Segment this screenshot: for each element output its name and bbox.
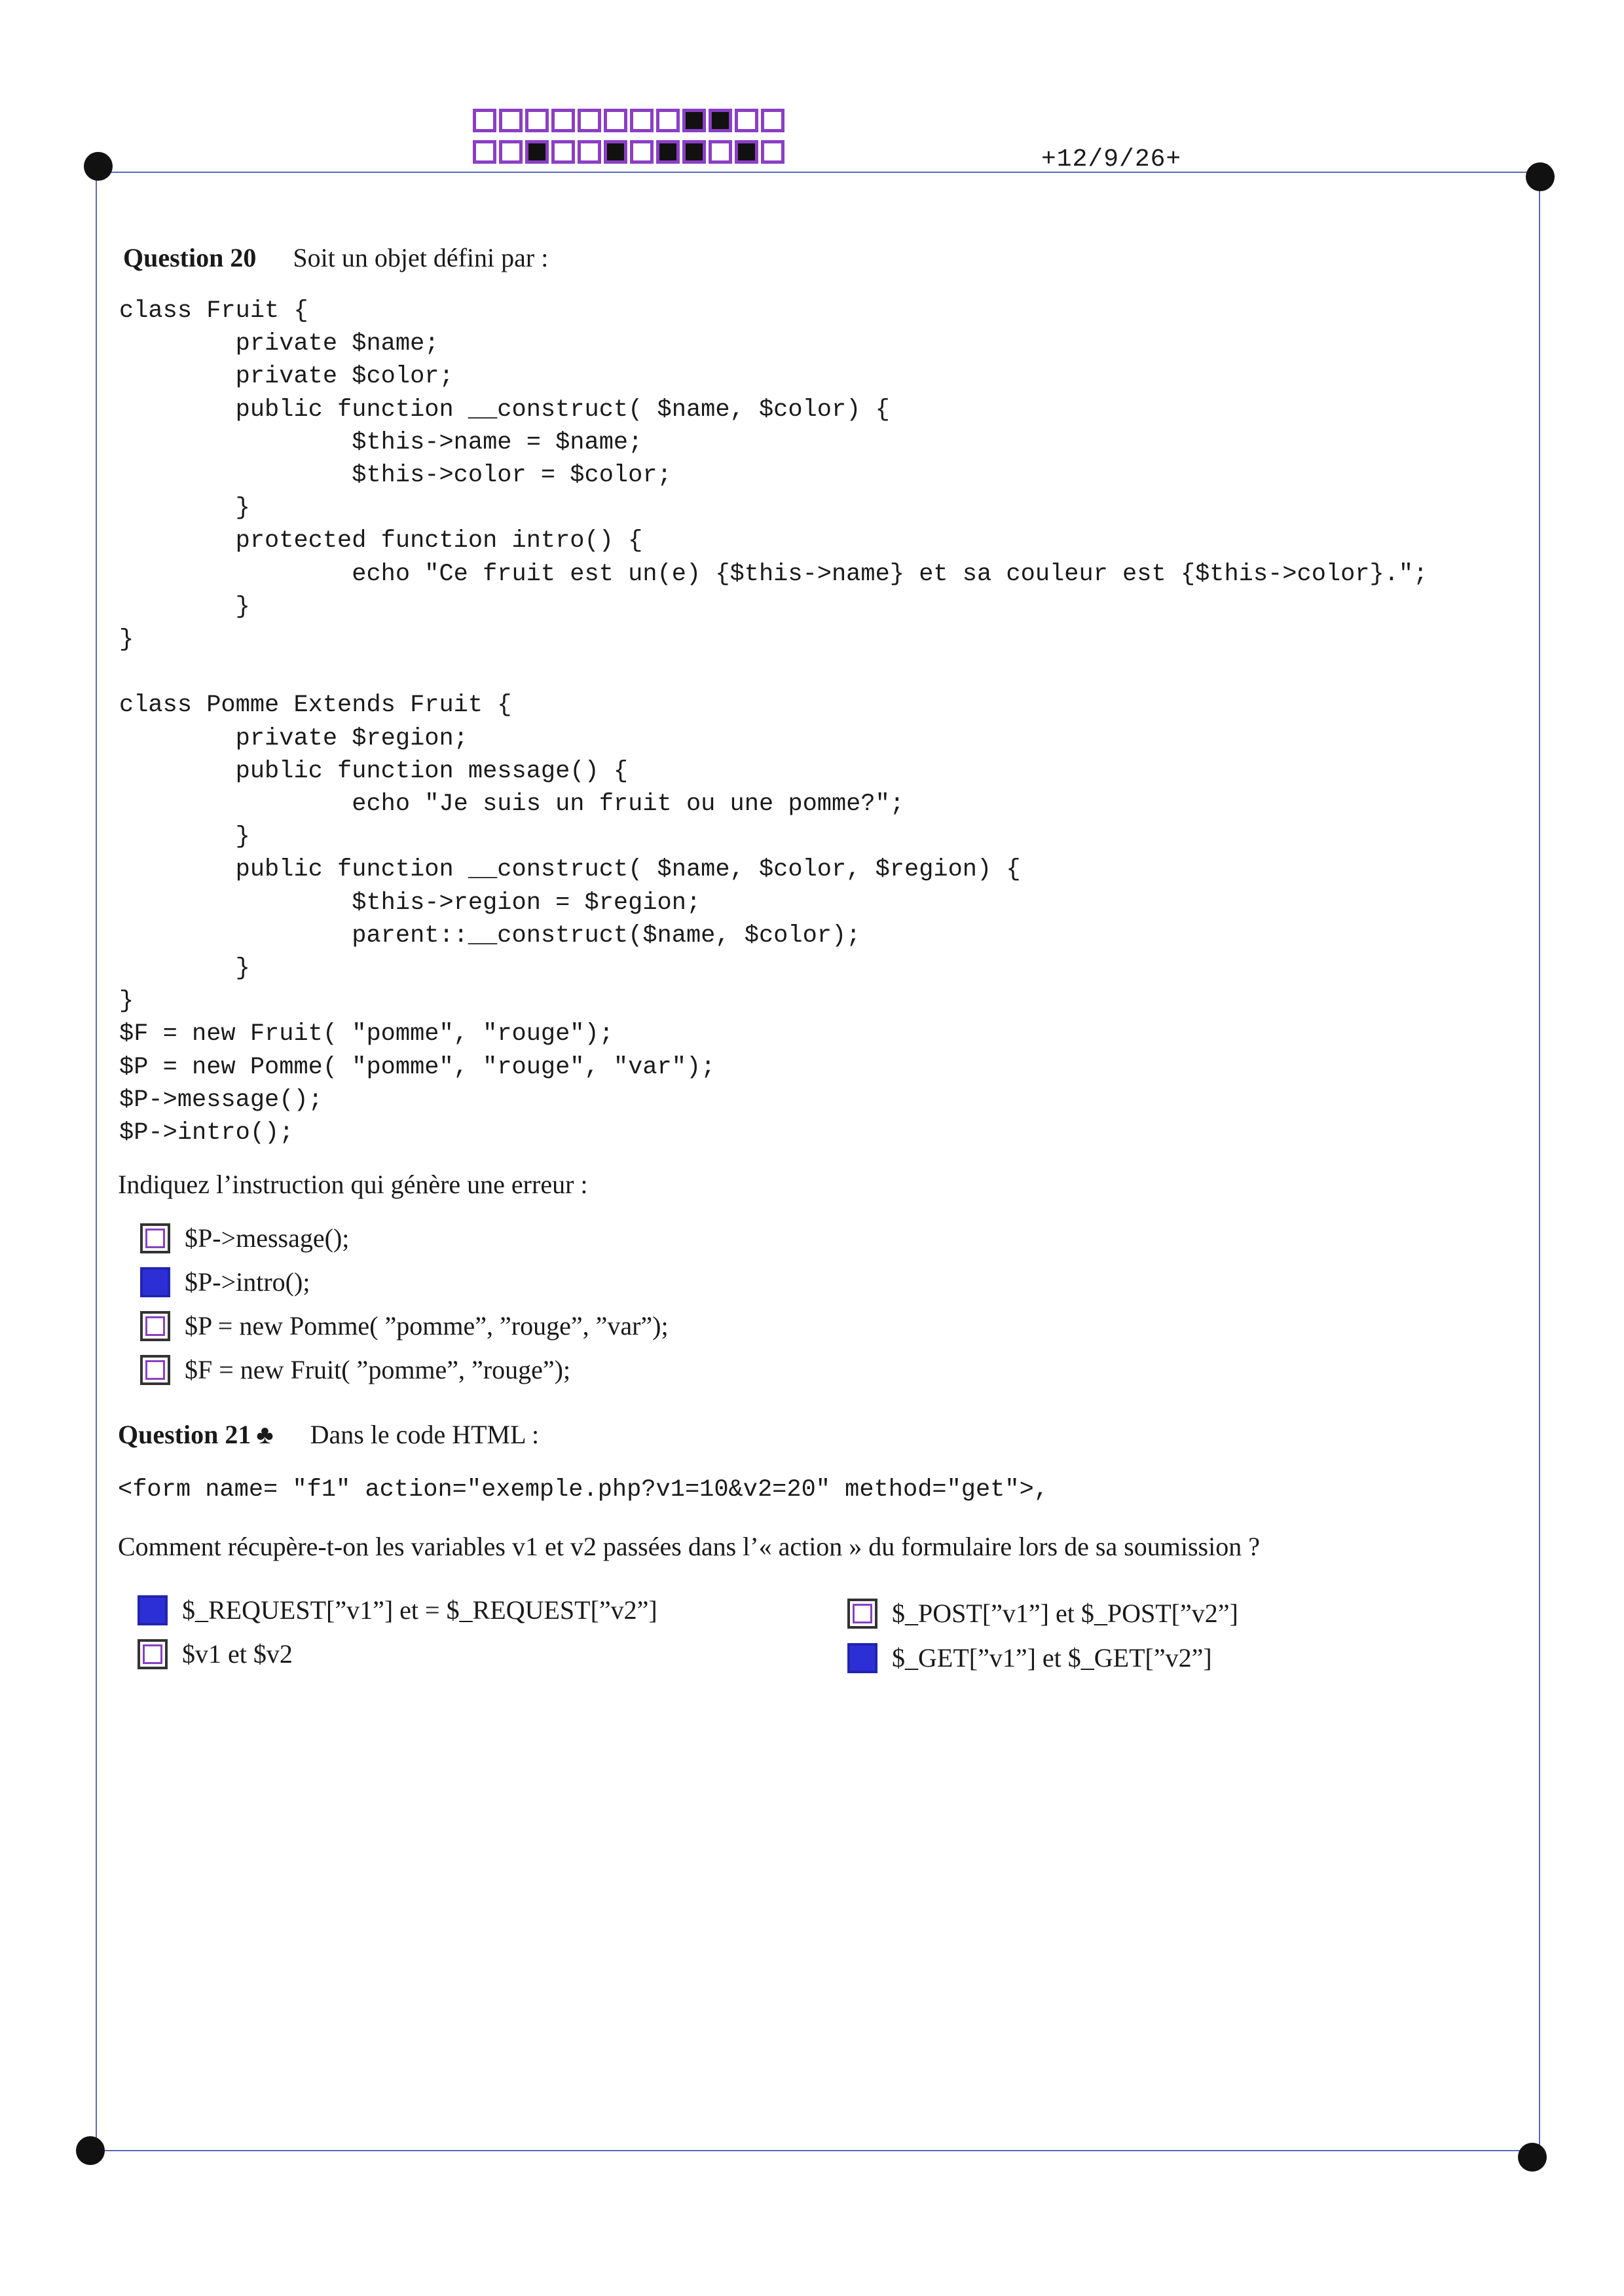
- barcode-cell: [604, 109, 627, 132]
- q20-choice-1-checkbox[interactable]: [140, 1223, 170, 1253]
- frame-right-line: [1539, 172, 1540, 2151]
- q20-choice-2-label: $P->intro();: [185, 1267, 310, 1297]
- barcode-cell: [578, 109, 601, 132]
- q20-choice-1-label: $P->message();: [185, 1223, 350, 1253]
- barcode-cell: [578, 140, 601, 164]
- question-21-label: Question 21: [118, 1420, 251, 1449]
- q21-choice-2[interactable]: [138, 1639, 293, 1669]
- club-icon: ♣: [256, 1420, 274, 1449]
- barcode-cell: [499, 140, 523, 164]
- frame-left-line: [96, 172, 97, 2151]
- barcode-cell: [656, 140, 680, 164]
- q21-choice-2-label: $v1 et $v2: [182, 1639, 293, 1669]
- q21-choice-3[interactable]: [847, 1598, 1238, 1629]
- q20-choice-4[interactable]: [140, 1354, 570, 1385]
- corner-marker-top-left: [84, 152, 113, 181]
- question-20-prompt: Indiquez l’instruction qui génère une erreur :: [118, 1170, 588, 1199]
- barcode-cell: [499, 109, 523, 132]
- q21-choice-3-checkbox[interactable]: [847, 1599, 877, 1629]
- barcode-cell: [473, 109, 496, 132]
- q21-choice-1-label: $_REQUEST[”v1”] et = $_REQUEST[”v2”]: [182, 1595, 657, 1625]
- q20-choice-3-label: $P = new Pomme( ”pomme”, ”rouge”, ”var”);: [185, 1311, 669, 1341]
- barcode-cell: [630, 109, 654, 132]
- question-20-code: class Fruit { private $name; private $color; public function __construct( $name, $color) { $this->name = $name; $this->color = $color; } protected function intro() { echo "Ce fruit est un(e) {$this->name} et sa couleur est {$this->color}."; } } class Pomme Extends Fruit { private $region; public function message() { echo "Je suis un fruit ou une pomme?"; } public function __construct( $name, $color, $region) { $this->region = $region; parent::__construct($name, $color); } } $F = new Fruit( "pomme", "rouge"); $P = new Pomme( "pomme", "rouge", "var"); $P->message(); $P->intro();: [119, 297, 1428, 1147]
- q21-choice-1-checkbox[interactable]: [138, 1595, 168, 1625]
- barcode-cell: [682, 140, 706, 164]
- frame-top-line: [98, 172, 1539, 173]
- question-20-intro: Soit un objet défini par :: [293, 243, 549, 272]
- question-20-label: Question 20: [123, 243, 257, 272]
- q20-choice-3-checkbox[interactable]: [140, 1311, 170, 1341]
- barcode-top-row: [473, 109, 787, 132]
- q20-choice-3[interactable]: [140, 1310, 669, 1341]
- barcode-cell: [761, 109, 784, 132]
- barcode-cell: [682, 109, 706, 132]
- barcode-bottom-row: [473, 140, 787, 164]
- barcode-cell: [709, 140, 732, 164]
- q21-choice-4[interactable]: [847, 1642, 1212, 1673]
- q20-choice-4-checkbox[interactable]: [140, 1355, 170, 1385]
- barcode-cell: [473, 140, 496, 164]
- barcode-cell: [604, 140, 627, 164]
- question-21-heading: [118, 1419, 539, 1450]
- q21-choice-4-label: $_GET[”v1”] et $_GET[”v2”]: [892, 1643, 1212, 1673]
- q21-choice-2-checkbox[interactable]: [138, 1639, 168, 1669]
- barcode-cell: [761, 140, 784, 164]
- frame-bottom-line: [92, 2150, 1532, 2151]
- q21-choice-1[interactable]: [138, 1595, 657, 1625]
- corner-marker-bottom-left: [76, 2136, 105, 2165]
- q21-choice-3-label: $_POST[”v1”] et $_POST[”v2”]: [892, 1599, 1238, 1628]
- corner-marker-top-right: [1526, 162, 1555, 191]
- barcode-cell: [735, 140, 758, 164]
- barcode-cell: [525, 109, 549, 132]
- barcode-cell: [709, 109, 732, 132]
- barcode-cell: [525, 140, 549, 164]
- question-20-heading: [123, 242, 548, 273]
- question-21-code: <form name= "f1" action="exemple.php?v1=10&v2=20" method="get">,: [118, 1476, 1049, 1504]
- q21-choice-4-checkbox[interactable]: [847, 1643, 877, 1673]
- q20-choice-2[interactable]: [140, 1267, 310, 1297]
- question-21-intro: Dans le code HTML :: [310, 1420, 540, 1449]
- q20-choice-1[interactable]: [140, 1223, 349, 1253]
- barcode-cell: [551, 109, 575, 132]
- question-21-prompt: Comment récupère-t-on les variables v1 et v2 passées dans l’« action » du formulaire lors de sa soumission ?: [118, 1532, 1260, 1561]
- barcode-cell: [630, 140, 654, 164]
- q20-choice-4-label: $F = new Fruit( ”pomme”, ”rouge”);: [185, 1355, 571, 1384]
- barcode-cell: [551, 140, 575, 164]
- q20-choice-2-checkbox[interactable]: [140, 1267, 170, 1297]
- barcode-cell: [735, 109, 758, 132]
- page-id: +12/9/26+: [1041, 145, 1182, 174]
- barcode-cell: [656, 109, 680, 132]
- corner-marker-bottom-right: [1518, 2143, 1547, 2172]
